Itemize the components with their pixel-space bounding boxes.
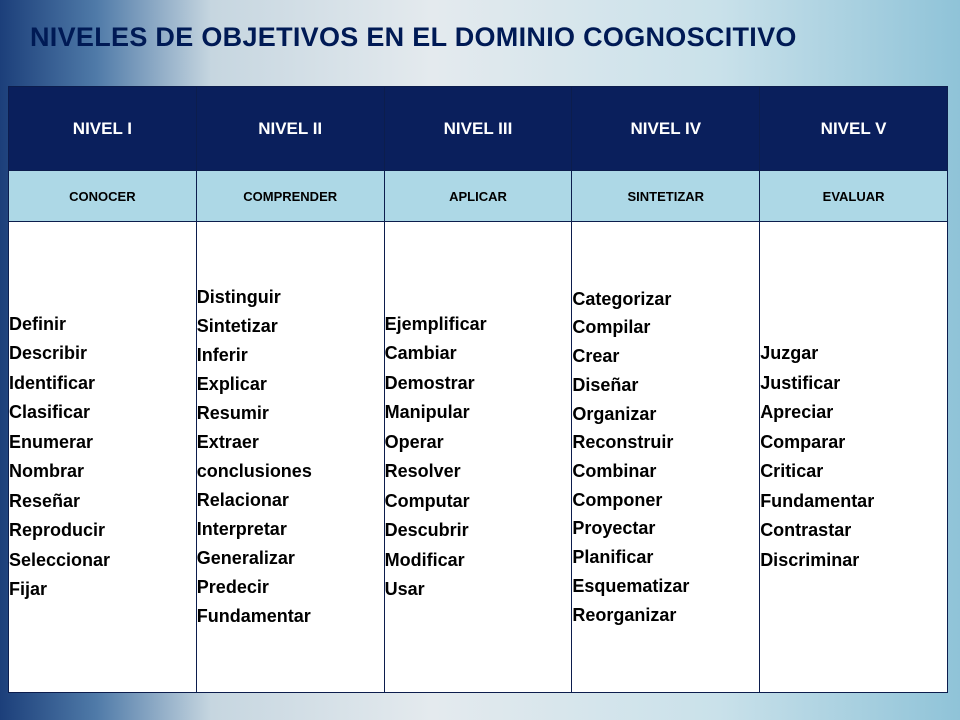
- level-header: NIVEL II: [196, 87, 384, 171]
- verb-item: Extraer: [196, 432, 259, 452]
- verb-list-cell: [384, 222, 572, 693]
- verb-item: Clasificar: [9, 402, 91, 422]
- verb-item: Modificar: [384, 549, 465, 570]
- verb-item: Relacionar: [196, 490, 289, 510]
- verb-item: Fundamentar: [196, 606, 311, 626]
- category-verb: CONOCER: [9, 171, 197, 222]
- verb-item: Seleccionar: [9, 549, 111, 570]
- verb-item: Justificar: [760, 372, 841, 393]
- verb-item: Combinar: [572, 461, 657, 481]
- verb-item: Interpretar: [196, 519, 287, 539]
- verb-list: [9, 310, 196, 605]
- verb-item: Planificar: [572, 547, 654, 568]
- verb-item: Reproducir: [9, 520, 106, 540]
- verb-item: Apreciar: [760, 402, 834, 422]
- verb-list-cell: [9, 222, 197, 693]
- verb-list: [197, 283, 384, 631]
- verb-item: Usar: [384, 579, 425, 599]
- verb-item: Ejemplificar: [384, 313, 487, 334]
- verb-list-row: [9, 222, 948, 693]
- verb-item: Organizar: [572, 403, 657, 424]
- category-verb: SINTETIZAR: [572, 171, 760, 222]
- verb-item: conclusiones: [196, 461, 312, 481]
- verb-item: Crear: [572, 346, 620, 367]
- verb-item: Cambiar: [384, 343, 457, 363]
- verb-list: [385, 310, 572, 605]
- verb-item: Sintetizar: [196, 316, 278, 336]
- level-header-row: [9, 87, 948, 171]
- verb-item: Reconstruir: [572, 432, 674, 453]
- verb-list-cell: [572, 222, 760, 693]
- verb-item: Contrastar: [760, 520, 852, 540]
- verb-item: Operar: [384, 431, 444, 452]
- verb-item: Explicar: [196, 374, 267, 394]
- category-verb: APLICAR: [384, 171, 572, 222]
- verb-item: Inferir: [196, 345, 248, 365]
- verb-item: Proyectar: [572, 518, 656, 539]
- verb-item: Descubrir: [384, 520, 469, 540]
- verb-list: [760, 339, 947, 575]
- verb-item: Comparar: [760, 431, 846, 452]
- verb-item: Reorganizar: [572, 604, 677, 625]
- verb-item: Resolver: [384, 461, 461, 481]
- verb-item: Demostrar: [384, 372, 475, 393]
- verb-item: Predecir: [196, 577, 269, 597]
- category-verb: COMPRENDER: [196, 171, 384, 222]
- verb-item: Compilar: [572, 317, 651, 338]
- verb-item: Categorizar: [572, 288, 672, 309]
- level-header: NIVEL IV: [572, 87, 760, 171]
- verb-item: Nombrar: [9, 461, 85, 481]
- verb-item: Criticar: [760, 461, 824, 481]
- verb-list-cell: [196, 222, 384, 693]
- slide-title: NIVELES DE OBJETIVOS EN EL DOMINIO COGNOSCITIVO: [30, 22, 797, 52]
- verb-item: Juzgar: [760, 343, 819, 363]
- verb-item: Describir: [9, 343, 88, 363]
- verb-item: Esquematizar: [572, 575, 690, 596]
- verb-item: Generalizar: [196, 548, 295, 568]
- verb-list-cell: [760, 222, 948, 693]
- level-header: NIVEL III: [384, 87, 572, 171]
- verb-item: Fundamentar: [760, 490, 875, 511]
- verb-item: Definir: [9, 313, 67, 334]
- verb-item: Resumir: [196, 403, 269, 423]
- level-header: NIVEL V: [760, 87, 948, 171]
- verb-item: Distinguir: [196, 287, 281, 307]
- verb-item: Reseñar: [9, 490, 81, 511]
- verb-item: Componer: [572, 489, 663, 510]
- verb-item: Fijar: [9, 579, 48, 599]
- verb-item: Identificar: [9, 372, 96, 393]
- cognitive-levels-table: [8, 86, 948, 693]
- verb-item: Discriminar: [760, 549, 860, 570]
- verb-item: Enumerar: [9, 431, 94, 452]
- verb-item: Computar: [384, 490, 470, 511]
- verb-item: Manipular: [384, 402, 470, 422]
- category-verb: EVALUAR: [760, 171, 948, 222]
- verb-list: [572, 285, 759, 629]
- category-verb-row: [9, 171, 948, 222]
- level-header: NIVEL I: [9, 87, 197, 171]
- verb-item: Diseñar: [572, 374, 639, 395]
